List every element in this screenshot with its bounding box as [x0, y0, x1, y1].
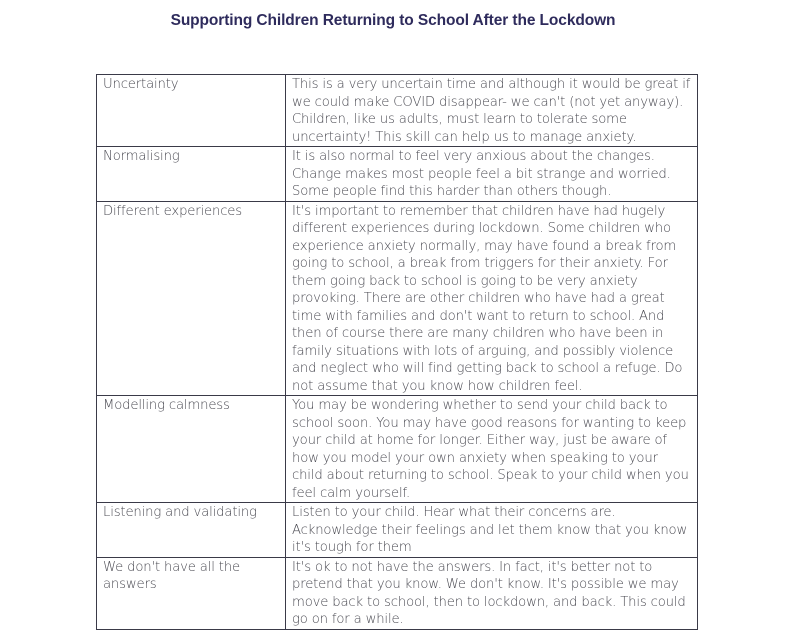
table-row-no-answers — [97, 557, 698, 629]
topic-cell: We don't have all the answers — [97, 557, 286, 629]
topic-cell: Listening and validating — [97, 503, 286, 558]
description-cell: It's important to remember that children have had hugely different experiences during lockdown. Some children who experience anxiety normally, may have found a break from going to school, a break from triggers for their anxiety. For them going back to school is going to be very anxiety provoking. There are other children who have had a great time with families and don't want to return to school. And then of course there are many children who have been in family situations with lots of arguing, and possibly violence and neglect who will find getting back to school a refuge. Do not assume that you know how children feel. — [286, 201, 698, 396]
description-cell: Listen to your child. Hear what their concerns are. Acknowledge their feelings and let them know that you know it's tough for them — [286, 503, 698, 558]
document-title: Supporting Children Returning to School After the Lockdown — [170, 12, 616, 29]
topic-cell: Modelling calmness — [97, 396, 286, 503]
topic-cell: Normalising — [97, 147, 286, 202]
table-row-different-experiences — [97, 201, 698, 396]
table-row-uncertainty — [97, 75, 698, 147]
topic-cell: Different experiences — [97, 201, 286, 396]
table-row-modelling-calmness — [97, 396, 698, 503]
description-cell: It is also normal to feel very anxious about the changes. Change makes most people feel a bit strange and worried. Some people find this harder than others though. — [286, 147, 698, 202]
table-row-normalising — [97, 147, 698, 202]
description-cell: This is a very uncertain time and although it would be great if we could make COVID disappear- we can't (not yet anyway). Children, like us adults, must learn to tolerate some uncertainty! This skill can help us to manage anxiety. — [286, 75, 698, 147]
topic-cell: Uncertainty — [97, 75, 286, 147]
description-cell: You may be wondering whether to send your child back to school soon. You may have good reasons for wanting to keep your child at home for longer. Either way, just be aware of how you model your own anxiety when speaking to your child about returning to school. Speak to your child when you feel calm yourself. — [286, 396, 698, 503]
table-row-listening-validating — [97, 503, 698, 558]
description-cell: It's ok to not have the answers. In fact, it's better not to pretend that you know. We don't know. It's possible we may move back to school, then to lockdown, and back. This could go on for a while. — [286, 557, 698, 629]
guidance-table — [96, 74, 698, 630]
